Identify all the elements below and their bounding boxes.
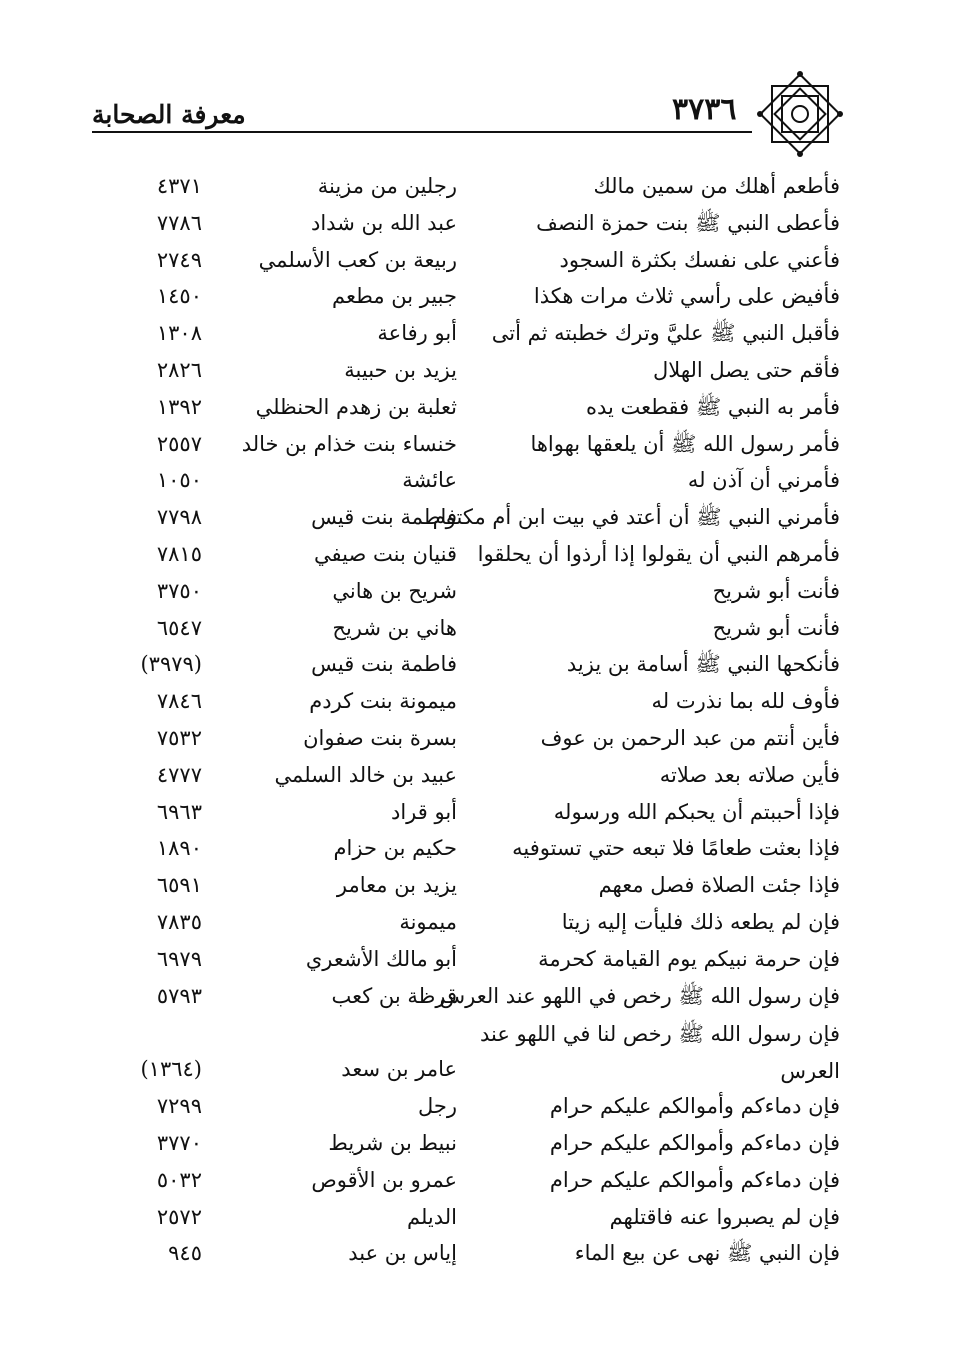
table-row xyxy=(0,278,962,315)
narrator-name: ربيعة بن كعب الأسلمي xyxy=(258,247,457,272)
narrator-name: يزيد بن معامر xyxy=(336,873,457,898)
narrator-name: رجلين من مزينة xyxy=(317,174,457,198)
hadith-number: ٧٥٣٢ xyxy=(156,725,202,750)
hadith-number: ٤٧٧٧ xyxy=(156,762,202,787)
hadith-text: فإن لم يصبروا عنه فاقتلهم xyxy=(609,1204,840,1229)
hadith-text: فأقبل النبي ﷺ عليَّ وترك خطبته ثم أتى xyxy=(491,321,840,346)
table-row xyxy=(0,830,962,867)
narrator-name: يزيد بن حبيبة xyxy=(344,357,457,382)
hadith-number: ٢٨٢٦ xyxy=(156,357,202,382)
table-row xyxy=(0,536,962,573)
narrator-name: أبو مالك الأشعري xyxy=(305,946,457,971)
hadith-text: فأنت أبو شريح xyxy=(712,615,840,640)
hadith-number: ٥٠٣٢ xyxy=(156,1167,202,1192)
table-row xyxy=(0,1125,962,1162)
hadith-number: (٣٩٧٩) xyxy=(140,652,202,677)
narrator-name: فاطمة بنت قيس xyxy=(311,652,457,677)
hadith-text: فأنت أبو شريح xyxy=(712,578,840,603)
hadith-number: ٤٣٧١ xyxy=(156,174,202,198)
hadith-text: فإن رسول الله ﷺ رخص لنا في اللهو عند xyxy=(479,1022,840,1047)
hadith-number: ٢٥٥٧ xyxy=(156,431,202,456)
hadith-text: فإن حرمة نبيكم يوم القيامة كحرمة xyxy=(538,946,840,971)
hadith-text: فأمرني النبي ﷺ أن أعتد في بيت ابن أم مكتوم xyxy=(432,505,840,530)
table-row xyxy=(0,168,962,205)
narrator-name: قنيان بنت صيفي xyxy=(314,541,457,566)
table-row xyxy=(0,389,962,426)
hadith-number: ٦٩٧٩ xyxy=(156,946,202,971)
table-row xyxy=(0,904,962,941)
narrator-name: عمرو بن الأقوص xyxy=(311,1167,457,1192)
hadith-number: ١٣٩٢ xyxy=(156,394,202,419)
narrator-name: حكيم بن حزام xyxy=(333,836,457,861)
page-number: ٣٧٣٦ xyxy=(672,92,737,127)
hadith-text: فأمر رسول الله ﷺ أن يلعقها بهواها xyxy=(530,431,840,456)
narrator-name: ميمونة بنت كردم xyxy=(309,689,457,714)
hadith-number: ٩٤٥ xyxy=(168,1241,202,1266)
hadith-text: فإن رسول الله ﷺ رخص في اللهو عند العرس xyxy=(439,983,840,1008)
table-row xyxy=(0,610,962,647)
hadith-number: (١٣٦٤) xyxy=(140,1057,202,1082)
table-row xyxy=(0,720,962,757)
hadith-text: فإن دماءكم وأموالكم عليكم حرام xyxy=(549,1167,840,1192)
star-ornament-icon xyxy=(752,66,848,162)
hadith-number: ١٠٥٠ xyxy=(156,468,202,493)
table-row xyxy=(0,1162,962,1199)
narrator-name: أبو قراد xyxy=(390,799,457,824)
hadith-number: ٦٩٦٣ xyxy=(156,799,202,824)
hadith-text: فإذا جئت الصلاة فصل معهم xyxy=(598,873,840,898)
narrator-name: هاني بن شريح xyxy=(332,615,457,640)
table-row xyxy=(0,683,962,720)
hadith-text: فإن النبي ﷺ نهى عن بيع الماء xyxy=(574,1241,840,1266)
hadith-number: ٢٥٧٢ xyxy=(156,1204,202,1229)
table-row xyxy=(0,499,962,536)
hadith-number: ٦٥٤٧ xyxy=(156,615,202,640)
index-table xyxy=(0,168,962,1272)
table-row xyxy=(0,242,962,279)
hadith-number: ٣٧٥٠ xyxy=(156,578,202,603)
hadith-text: فأمرهم النبي أن يقولوا إذا أرذوا أن يحلقوا xyxy=(477,541,840,566)
page-header xyxy=(0,0,962,140)
book-title: معرفة الصحابة xyxy=(92,100,246,129)
narrator-name: قرظة بن كعب xyxy=(331,983,457,1008)
table-row xyxy=(0,1088,962,1125)
narrator-name: بسرة بنت صفوان xyxy=(303,725,457,750)
table-row xyxy=(0,352,962,389)
table-row xyxy=(0,978,962,1015)
narrator-name: عامر بن سعد xyxy=(341,1057,457,1082)
header-rule xyxy=(92,131,752,133)
table-row xyxy=(0,1235,962,1272)
hadith-number: ١٨٩٠ xyxy=(156,836,202,861)
narrator-name: إياس بن عبد xyxy=(348,1241,457,1266)
hadith-text: فأفيض على رأسي ثلاث مرات هكذا xyxy=(533,284,840,309)
narrator-name: أبو رفاعة xyxy=(377,321,457,346)
hadith-text: فأعني على نفسك بكثرة السجود xyxy=(559,247,840,272)
hadith-number: ٢٧٤٩ xyxy=(156,247,202,272)
hadith-text: فإذا أحببتم أن يحبكم الله ورسوله xyxy=(553,799,840,824)
table-row xyxy=(0,1199,962,1236)
hadith-text: فأمرني أن آذن له xyxy=(687,468,840,493)
hadith-number: ٥٧٩٣ xyxy=(156,983,202,1008)
narrator-name: رجل xyxy=(417,1094,457,1119)
hadith-number: ٧٢٩٩ xyxy=(156,1094,202,1119)
hadith-text: فإذا بعثت طعامًا فلا تبعه حتي تستوفيه xyxy=(512,836,840,861)
narrator-name: عائشة xyxy=(402,468,457,493)
hadith-number: ٧٨٤٦ xyxy=(156,689,202,714)
hadith-text: فأنكحها النبي ﷺ أسامة بن يزيد xyxy=(566,652,840,677)
hadith-text: فأطعم أهلك من سمين مالك xyxy=(593,174,840,198)
hadith-number: ٦٥٩١ xyxy=(156,873,202,898)
narrator-name: الديلم xyxy=(406,1204,457,1229)
narrator-name: عبد الله بن شداد xyxy=(311,210,457,235)
table-row xyxy=(0,867,962,904)
table-row xyxy=(0,462,962,499)
table-row xyxy=(0,205,962,242)
hadith-text: فإن دماءكم وأموالكم عليكم حرام xyxy=(549,1094,840,1119)
hadith-text: فأوف لله بما نذرت له xyxy=(651,689,840,714)
narrator-name: عبيد بن خالد السلمي xyxy=(274,762,457,787)
narrator-name: ثعلبة بن زهدم الحنظلي xyxy=(255,394,457,419)
hadith-text: فإن دماءكم وأموالكم عليكم حرام xyxy=(549,1130,840,1155)
hadith-number: ١٤٥٠ xyxy=(156,284,202,309)
table-row xyxy=(0,1051,962,1088)
narrator-name: خنساء بنت خذام بن خالد xyxy=(241,431,457,456)
table-row xyxy=(0,426,962,463)
hadith-number: ٧٧٨٦ xyxy=(156,210,202,235)
hadith-number: ٣٧٧٠ xyxy=(156,1130,202,1155)
hadith-number: ٧٨٣٥ xyxy=(156,909,202,934)
hadith-text-continued: العرس xyxy=(780,1059,840,1084)
hadith-text: فأين صلاته بعد صلاته xyxy=(659,762,840,787)
hadith-text: فأمر به النبي ﷺ فقطعت يده xyxy=(585,394,840,419)
narrator-name: ميمونة xyxy=(399,909,457,934)
table-row xyxy=(0,646,962,683)
narrator-name: جبير بن مطعم xyxy=(331,284,457,309)
hadith-text: فأين أنتم من عبد الرحمن بن عوف xyxy=(540,725,840,750)
table-row xyxy=(0,757,962,794)
table-row xyxy=(0,573,962,610)
hadith-number: ٧٧٩٨ xyxy=(156,505,202,530)
narrator-name: نبيط بن شريط xyxy=(328,1130,457,1155)
hadith-text: فإن لم يطعه ذلك فليأت إليه زيتا xyxy=(561,909,840,934)
table-row xyxy=(0,794,962,831)
hadith-number: ٧٨١٥ xyxy=(156,541,202,566)
table-row xyxy=(0,941,962,978)
hadith-text: فأعطى النبي ﷺ بنت حمزة النصف xyxy=(536,210,840,235)
table-row xyxy=(0,315,962,352)
hadith-number: ١٣٠٨ xyxy=(156,321,202,346)
hadith-text: فأقم حتى يصل الهلال xyxy=(653,357,840,382)
narrator-name: شريح بن هاني xyxy=(332,578,457,603)
narrator-name: فاطمة بنت قيس xyxy=(311,505,457,530)
